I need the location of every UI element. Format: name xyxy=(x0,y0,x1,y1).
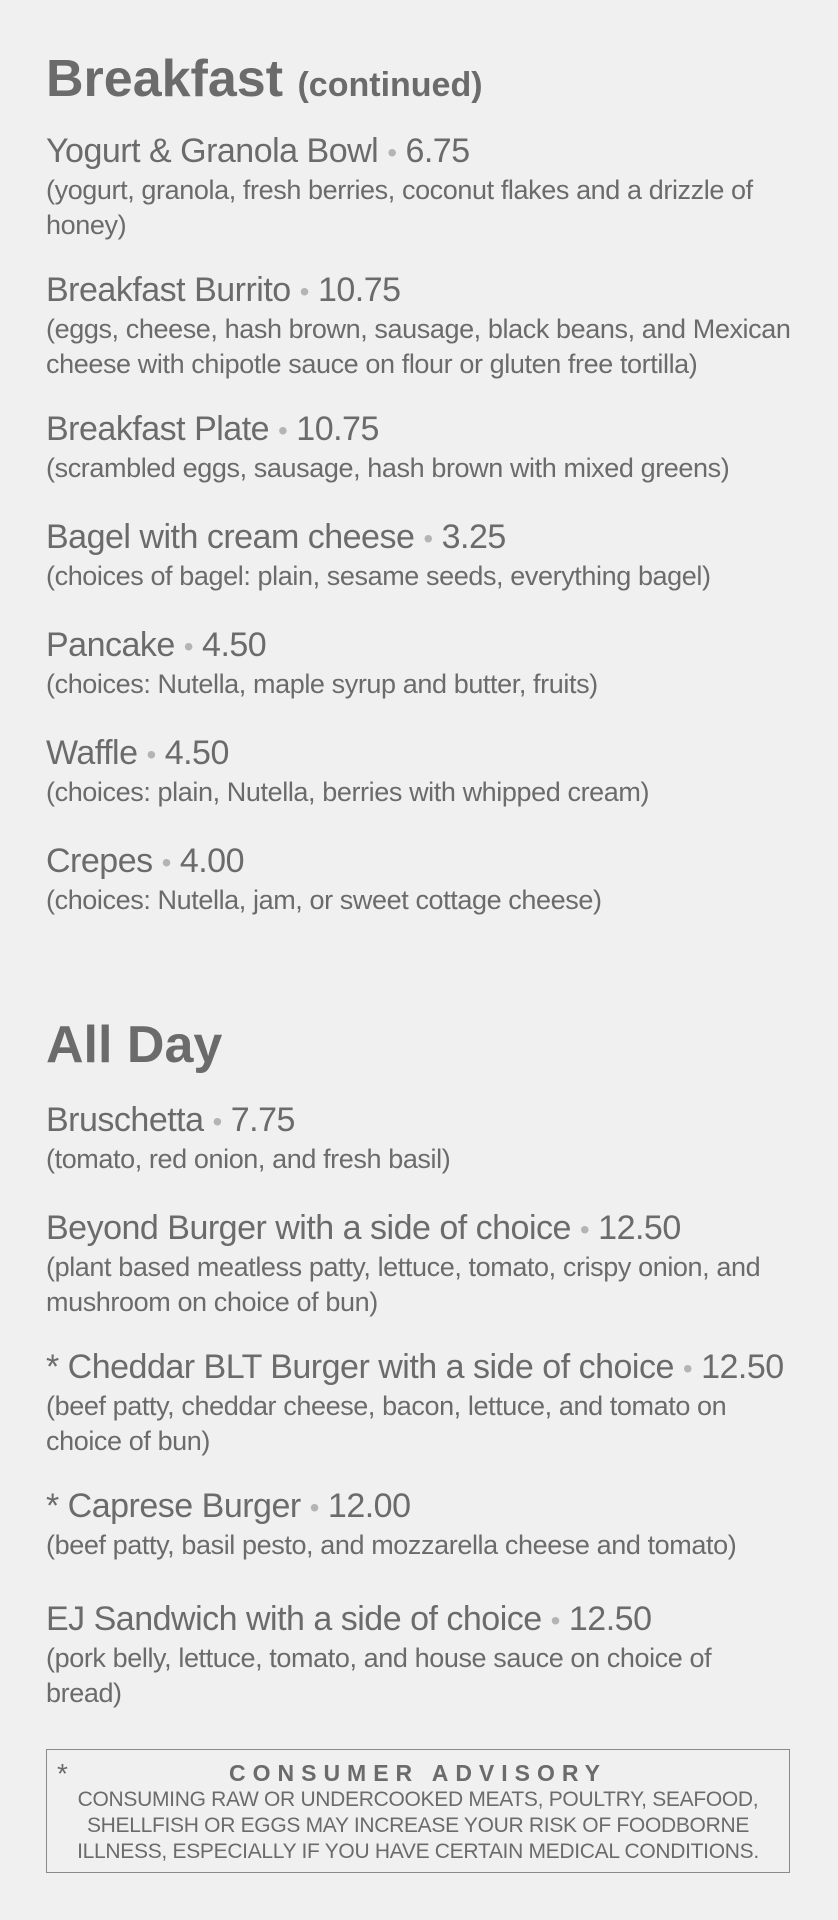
item-price: 7.75 xyxy=(230,1101,295,1139)
item-name: Pancake xyxy=(46,626,175,664)
item-name: Waffle xyxy=(46,734,138,772)
item-description: (choices: plain, Nutella, berries with whipped cream) xyxy=(46,777,650,807)
menu-item xyxy=(46,625,792,702)
menu-item xyxy=(46,733,792,810)
item-name: * Cheddar BLT Burger with a side of choice xyxy=(46,1348,674,1386)
menu-item xyxy=(46,1208,792,1320)
item-description: (choices: Nutella, jam, or sweet cottage cheese) xyxy=(46,885,602,915)
breakfast-section-title xyxy=(46,50,483,108)
menu-item xyxy=(46,409,792,486)
item-price: 12.00 xyxy=(327,1487,411,1525)
item-description: (choices: Nutella, maple syrup and butter, fruits) xyxy=(46,669,598,699)
separator-dot: • xyxy=(212,1106,222,1137)
item-name: EJ Sandwich with a side of choice xyxy=(46,1600,542,1638)
item-description: (choices of bagel: plain, sesame seeds, everything bagel) xyxy=(46,561,711,591)
separator-dot: • xyxy=(299,276,309,307)
item-price: 4.00 xyxy=(179,842,245,880)
item-price: 6.75 xyxy=(405,132,470,170)
menu-item xyxy=(46,1347,792,1459)
advisory-body: CONSUMING RAW OR UNDERCOOKED MEATS, POULTRY, SEAFOOD, SHELLFISH OR EGGS MAY INCREASE YOUR RISK OF FOODBORNE ILLNESS, ESPECIALLY IF YOU HAVE CERTAIN MEDICAL CONDITIONS. xyxy=(77,1788,759,1863)
menu-item xyxy=(46,841,792,918)
breakfast-subtitle: (continued) xyxy=(297,66,483,104)
item-price: 4.50 xyxy=(164,734,229,772)
menu-item xyxy=(46,517,792,594)
separator-dot: • xyxy=(161,847,171,878)
item-description: (yogurt, granola, fresh berries, coconut flakes and a drizzle of honey) xyxy=(46,175,753,240)
menu-item xyxy=(46,131,792,243)
item-description: (scrambled eggs, sausage, hash brown with mixed greens) xyxy=(46,453,730,483)
item-price: 10.75 xyxy=(317,271,401,309)
item-description: (plant based meatless patty, lettuce, tomato, crispy onion, and mushroom on choice of bun) xyxy=(46,1252,761,1317)
item-price: 4.50 xyxy=(202,626,267,664)
item-name: Breakfast Plate xyxy=(46,410,270,448)
advisory-asterisk: * xyxy=(57,1758,68,1789)
breakfast-title: Breakfast xyxy=(46,50,284,108)
breakfast-list xyxy=(46,131,792,918)
separator-dot: • xyxy=(146,739,156,770)
item-description: (eggs, cheese, hash brown, sausage, black beans, and Mexican cheese with chipotle sauce on flour or gluten free tortilla) xyxy=(46,314,791,379)
separator-dot: • xyxy=(423,523,433,554)
menu-item xyxy=(46,1100,792,1177)
separator-dot: • xyxy=(183,631,194,662)
item-price: 12.50 xyxy=(598,1209,681,1247)
item-description: (pork belly, lettuce, tomato, and house sauce on choice of bread) xyxy=(46,1643,712,1708)
separator-dot: • xyxy=(278,415,288,446)
item-name: Breakfast Burrito xyxy=(46,271,291,309)
menu-item xyxy=(46,1599,792,1711)
consumer-advisory-box xyxy=(46,1749,790,1873)
item-name: * Caprese Burger xyxy=(46,1487,301,1525)
allday-section-title: All Day xyxy=(46,1016,223,1074)
separator-dot: • xyxy=(387,137,397,168)
allday-list xyxy=(46,1100,792,1711)
separator-dot: • xyxy=(550,1605,560,1636)
menu-item xyxy=(46,1486,792,1563)
advisory-title: CONSUMER ADVISORY xyxy=(229,1760,607,1786)
item-description: (beef patty, cheddar cheese, bacon, lettuce, and tomato on choice of bun) xyxy=(46,1391,727,1456)
item-description: (beef patty, basil pesto, and mozzarella cheese and tomato) xyxy=(46,1530,737,1560)
item-description: (tomato, red onion, and fresh basil) xyxy=(46,1144,451,1174)
menu-item xyxy=(46,270,792,382)
item-name: Bagel with cream cheese xyxy=(46,518,415,556)
item-name: Bruschetta xyxy=(46,1101,204,1139)
item-price: 12.50 xyxy=(568,1600,652,1638)
item-price: 3.25 xyxy=(441,518,506,556)
separator-dot: • xyxy=(682,1353,693,1384)
item-price: 12.50 xyxy=(701,1348,784,1386)
item-name: Yogurt & Granola Bowl xyxy=(46,132,379,170)
separator-dot: • xyxy=(309,1492,319,1523)
item-name: Beyond Burger with a side of choice xyxy=(46,1209,571,1247)
separator-dot: • xyxy=(579,1214,590,1245)
item-name: Crepes xyxy=(46,842,153,880)
item-price: 10.75 xyxy=(296,410,379,448)
